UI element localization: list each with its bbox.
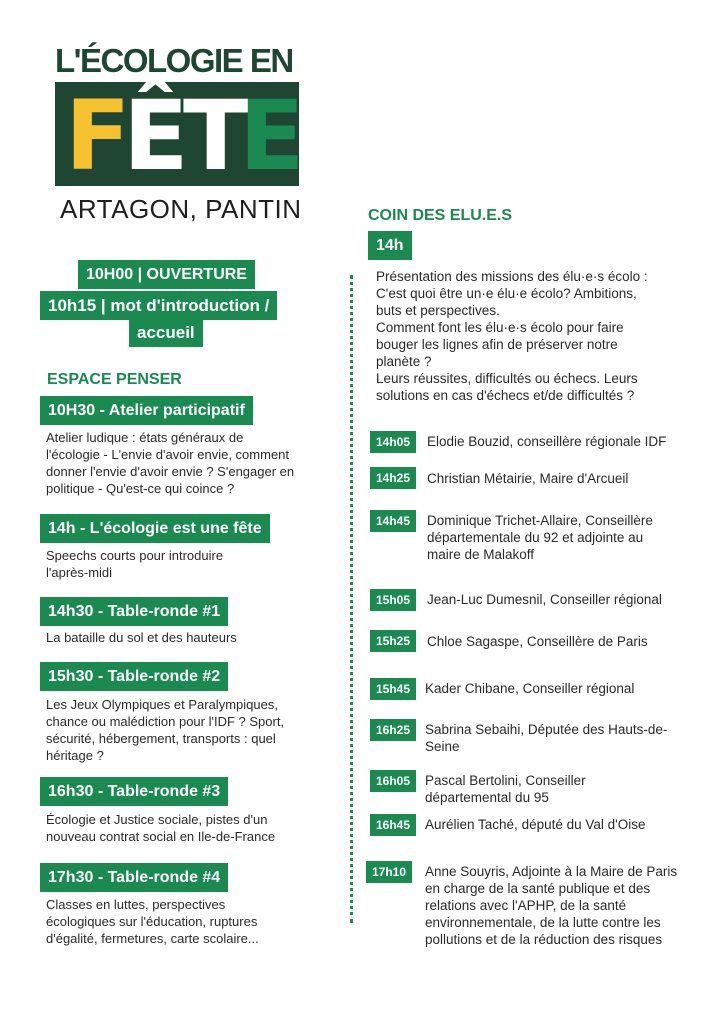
coin-elus-intro: Présentation des missions des élu·e·s écolo : C'est quoi être un·e élu·e écolo? Ambitions, buts et perspectives. Comment font les élu·e·s écolo pour faire bouger les lignes afin de préserver notre planète ? Leurs réussites, difficultés ou échecs. Leurs solutions en cas d'échecs et/de difficultés ?: [376, 269, 648, 403]
coin-elus-time-tag: 14h: [368, 231, 412, 260]
logo-banner: [55, 80, 305, 192]
dotted-divider: [350, 275, 353, 923]
elu-time-tag: 14h45: [370, 510, 416, 532]
coin-elus-title: COIN DES ELU.E.S: [368, 207, 513, 224]
elu-time-tag: 14h25: [370, 467, 416, 489]
session-tag: 16h30 - Table-ronde #3: [40, 777, 228, 806]
session-description: Écologie et Justice sociale, pistes d'un nouveau contrat social en Ile-de-France: [46, 812, 276, 844]
elu-name: Kader Chibane, Conseiller régional: [425, 681, 635, 696]
session-description: La bataille du sol et des hauteurs: [46, 630, 237, 645]
elu-name: Sabrina Sebaihi, Députée des Hauts-de- Seine: [425, 722, 668, 754]
intro-tag-line1: 10h15 | mot d'introduction /: [40, 291, 277, 320]
elu-name: Chloe Sagaspe, Conseillère de Paris: [427, 634, 648, 649]
logo-line1: L'ÉCOLOGIE EN: [55, 42, 293, 79]
elu-time-tag: 15h05: [370, 589, 416, 611]
venue-subtitle: ARTAGON, PANTIN: [60, 194, 302, 224]
intro-tag-line2: accueil: [129, 318, 203, 347]
elu-time-tag: 15h25: [370, 630, 416, 652]
session-tag: 17h30 - Table-ronde #4: [40, 863, 228, 892]
elu-name: Pascal Bertolini, Conseiller départemental du 95: [425, 773, 586, 805]
elu-name: Jean-Luc Dumesnil, Conseiller régional: [427, 592, 662, 607]
session-tag: 14h30 - Table-ronde #1: [40, 597, 228, 626]
logo-letter-t: T: [183, 80, 249, 192]
elu-name: Christian Métairie, Maire d'Arcueil: [427, 471, 629, 486]
elu-time-tag: 16h05: [370, 770, 416, 792]
elu-time-tag: 16h25: [370, 719, 416, 741]
elu-name: Dominique Trichet-Allaire, Conseillère départementale du 92 et adjointe au maire de Malakoff: [427, 513, 653, 562]
session-tag: 14h - L'écologie est une fête: [40, 514, 270, 543]
elu-name: Anne Souyris, Adjointe à la Maire de Paris en charge de la santé publique et des relations avec l'APHP, de la santé environnementale, de la lutte contre les pollutions et de la réduction des risques: [425, 864, 678, 947]
elu-time-tag: 16h45: [370, 814, 416, 836]
session-tag: 10H30 - Atelier participatif: [40, 396, 253, 425]
elu-time-tag: 14h05: [370, 431, 416, 453]
logo-letter-e: E: [239, 80, 305, 192]
espace-penser-title: ESPACE PENSER: [47, 371, 182, 388]
session-description: Speechs courts pour introduire l'après-midi: [46, 548, 224, 580]
elu-time-tag: 17h10: [366, 861, 412, 883]
session-description: Les Jeux Olympiques et Paralympiques, chance ou malédiction pour l'IDF ? Sport, sécurité, hébergement, transports : quel héritage ?: [46, 697, 285, 763]
session-description: Atelier ludique : états généraux de l'écologie - L'envie d'avoir envie, comment donner l'envie d'avoir envie ? S'engager en politique - Qu'est-ce qui coince ?: [46, 430, 295, 496]
elu-name: Aurélien Taché, député du Val d'Oise: [425, 817, 646, 832]
logo-letter-f: F: [65, 80, 131, 192]
session-description: Classes en luttes, perspectives écologiques sur l'éducation, ruptures d'égalité, fermetures, carte scolaire...: [46, 897, 259, 946]
logo-letter-e-circumflex: Ê: [123, 80, 189, 192]
opening-tag: 10H00 | OUVERTURE: [78, 260, 255, 289]
elu-name: Elodie Bouzid, conseillère régionale IDF: [427, 434, 667, 449]
elu-time-tag: 15h45: [370, 678, 416, 700]
session-tag: 15h30 - Table-ronde #2: [40, 662, 228, 691]
